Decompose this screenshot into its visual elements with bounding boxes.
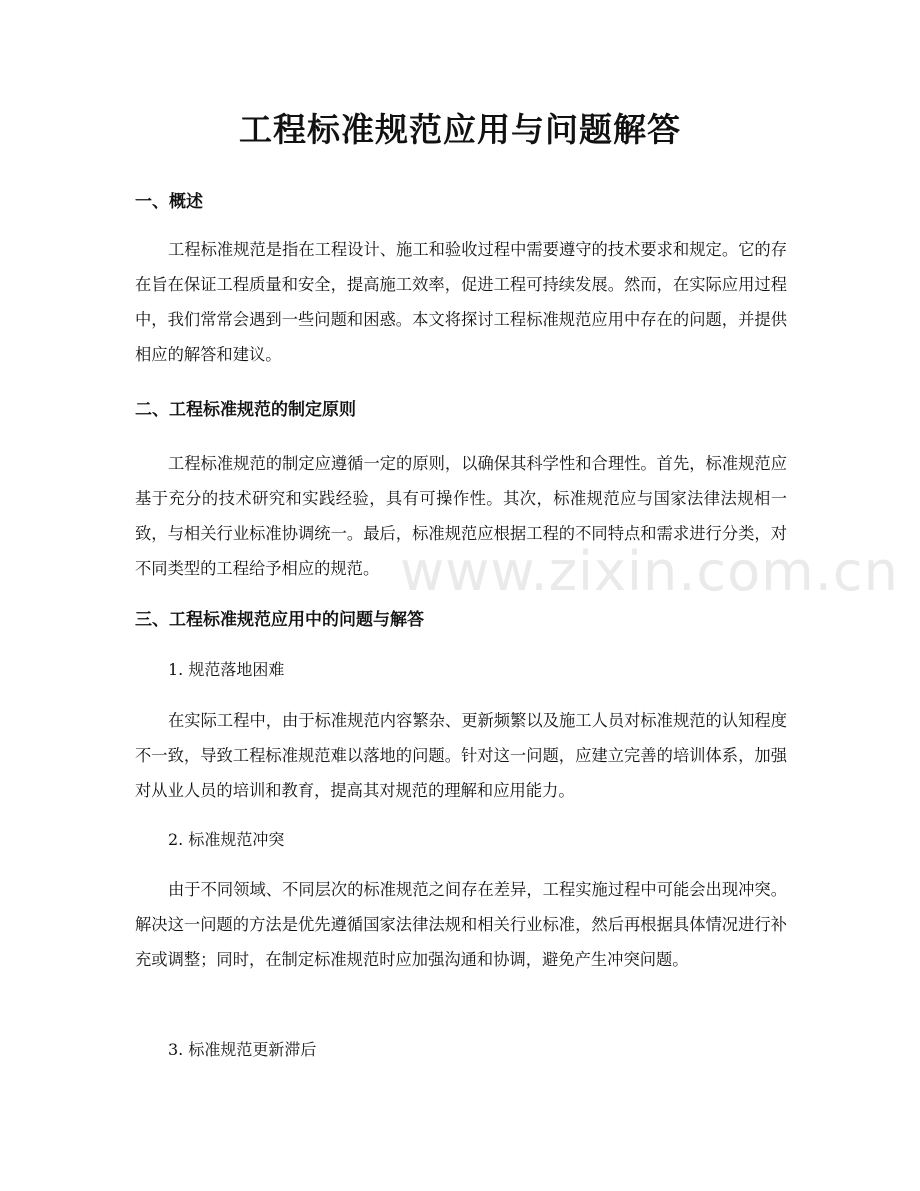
watermark: www.zixin.com.cn — [400, 540, 899, 603]
section-paragraph-principles: 工程标准规范的制定应遵循一定的原则，以确保其科学性和合理性。首先，标准规范应基于充分的技术研究和实践经验，具有可操作性。其次，标准规范应与国家法律法规相一致，与相关行业标准协调统一。最后，标准规范应根据工程的不同特点和需求进行分类，对不同类型的工程给予相应的规范。 — [135, 454, 787, 578]
section-heading-principles: 二、工程标准规范的制定原则 — [135, 400, 356, 420]
problem-item-label-3: 3. 标准规范更新滞后 — [168, 1040, 317, 1059]
document-title: 工程标准规范应用与问题解答 — [239, 110, 681, 149]
section-heading-problems: 三、工程标准规范应用中的问题与解答 — [135, 610, 424, 630]
problem-item-paragraph-1: 在实际工程中，由于标准规范内容繁杂、更新频繁以及施工人员对标准规范的认知程度不一致，导致工程标准规范难以落地的问题。针对这一问题，应建立完善的培训体系，加强对从业人员的培训和教育，提高其对规范的理解和应用能力。 — [135, 711, 787, 800]
section-heading-overview: 一、概述 — [135, 192, 203, 212]
problem-item-paragraph-2: 由于不同领域、不同层次的标准规范之间存在差异，工程实施过程中可能会出现冲突。解决这一问题的方法是优先遵循国家法律法规和相关行业标准，然后再根据具体情况进行补充或调整；同时，在制定标准规范时应加强沟通和协调，避免产生冲突问题。 — [135, 880, 787, 969]
problem-item-label-2: 2. 标准规范冲突 — [168, 830, 285, 849]
problem-item-label-1: 1. 规范落地困难 — [168, 660, 285, 679]
section-paragraph-overview: 工程标准规范是指在工程设计、施工和验收过程中需要遵守的技术要求和规定。它的存在旨在保证工程质量和安全，提高施工效率，促进工程可持续发展。然而，在实际应用过程中，我们常常会遇到一些问题和困惑。本文将探讨工程标准规范应用中存在的问题，并提供相应的解答和建议。 — [135, 240, 787, 364]
